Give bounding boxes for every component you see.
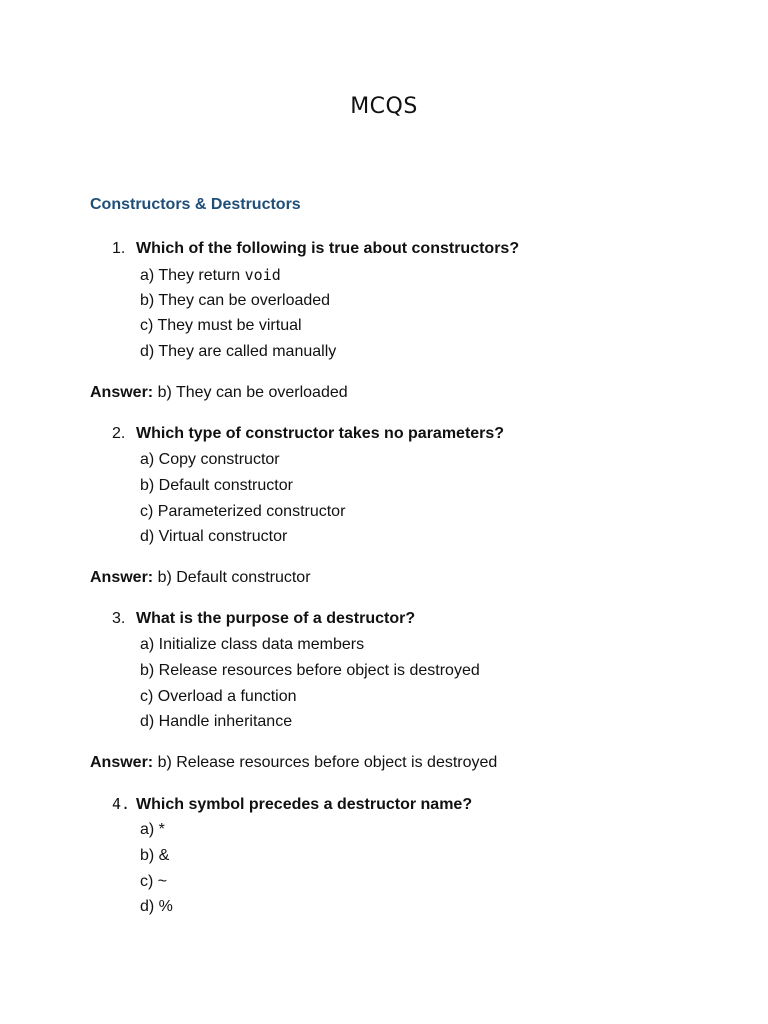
question-text (112, 610, 415, 628)
answer-label: Answer: (90, 754, 154, 771)
option-d: d) Handle inheritance (140, 713, 293, 730)
question-prompt: Which type of constructor takes no parameters? (136, 425, 505, 442)
option-b: b) Default constructor (140, 477, 293, 494)
option-a (140, 266, 281, 285)
question-text (112, 425, 504, 443)
option-b: b) They can be overloaded (140, 292, 331, 309)
question-prompt: What is the purpose of a destructor? (136, 610, 416, 627)
option-c: c) They must be virtual (140, 317, 302, 334)
option-d: d) Virtual constructor (140, 528, 288, 545)
option-c: c) Overload a function (140, 688, 297, 705)
option-b: b) Release resources before object is destroyed (140, 662, 480, 679)
answer-text: b) Default constructor (157, 569, 311, 586)
answer-label: Answer: (90, 569, 154, 586)
option-c: c) ~ (140, 873, 168, 890)
section-heading: Constructors & Destructors (90, 196, 301, 213)
option-b: b) & (140, 847, 170, 864)
question-prompt: Which symbol precedes a destructor name? (136, 796, 473, 813)
answer-line (90, 754, 497, 772)
answer-line (90, 384, 348, 402)
option-a-text: a) They return (140, 267, 245, 284)
question-number: 3. (112, 610, 126, 627)
option-a: a) Initialize class data members (140, 636, 365, 653)
option-d: d) They are called manually (140, 343, 337, 360)
question-text (112, 795, 472, 814)
question-number: 1. (112, 240, 126, 257)
question-prompt: Which of the following is true about constructors? (136, 240, 520, 257)
answer-text: b) They can be overloaded (157, 384, 348, 401)
page-title: MCQS (350, 94, 418, 119)
question-number: 4. (112, 795, 131, 813)
option-c: c) Parameterized constructor (140, 503, 346, 520)
option-d: d) % (140, 898, 173, 915)
question-text (112, 240, 519, 258)
answer-line (90, 569, 311, 587)
code-term: void (244, 266, 281, 284)
answer-label: Answer: (90, 384, 154, 401)
question-number: 2. (112, 425, 126, 442)
option-a: a) * (140, 821, 165, 838)
option-a: a) Copy constructor (140, 451, 280, 468)
answer-text: b) Release resources before object is destroyed (157, 754, 498, 771)
